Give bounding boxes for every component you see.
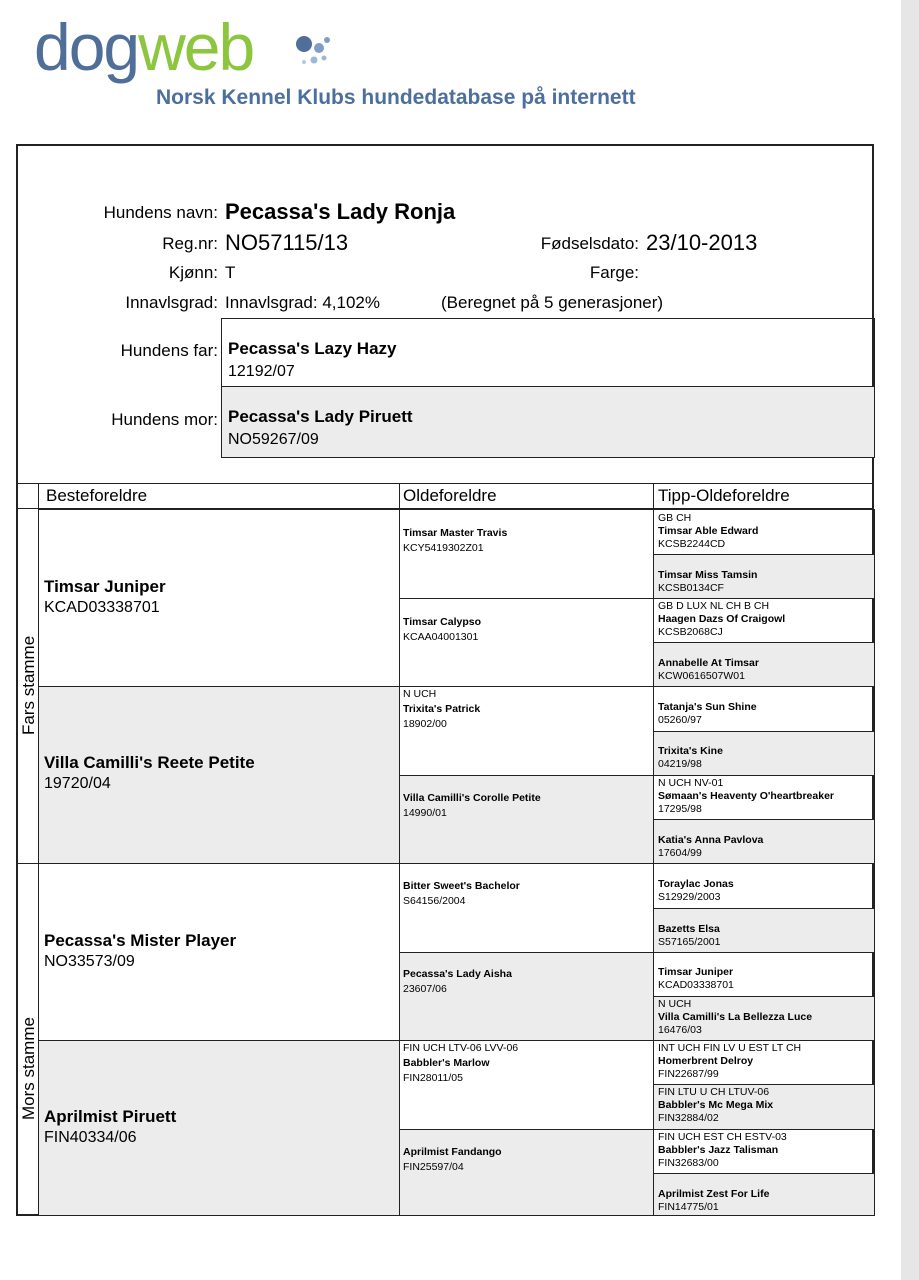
gg-grandparent-cell[interactable] xyxy=(653,1173,875,1216)
gg-grandparent-cell[interactable] xyxy=(653,908,875,953)
gg-grandparent-name[interactable]: Aprilmist Zest For Life xyxy=(658,1188,770,1200)
header-besteforeldre: Besteforeldre xyxy=(46,486,148,505)
great-grandparent-reg: FIN28011/05 xyxy=(403,1072,463,1084)
great-grandparent-cell[interactable] xyxy=(399,686,654,776)
great-grandparent-reg: 14990/01 xyxy=(403,807,447,819)
color-label: Farge: xyxy=(589,263,639,282)
great-grandparent-cell[interactable] xyxy=(399,863,654,953)
gg-grandparent-reg: 17295/98 xyxy=(658,803,702,815)
right-scroll-strip xyxy=(901,0,919,1280)
great-grandparent-cell[interactable] xyxy=(399,598,654,687)
birth-label: Fødselsdato: xyxy=(540,234,639,253)
gg-grandparent-name[interactable]: Katia's Anna Pavlova xyxy=(658,834,764,846)
gg-grandparent-name[interactable]: Toraylac Jonas xyxy=(658,878,734,890)
gg-grandparent-title: N UCH NV-01 xyxy=(658,777,724,789)
header-tipp-oldeforeldre: Tipp-Oldeforeldre xyxy=(658,486,790,505)
grandparent-reg: FIN40334/06 xyxy=(44,1129,137,1146)
gg-grandparent-cell[interactable] xyxy=(653,554,875,599)
name-label: Hundens navn: xyxy=(103,203,218,222)
great-grandparent-title: FIN UCH LTV-06 LVV-06 xyxy=(403,1042,519,1054)
great-grandparent-reg: KCY5419302Z01 xyxy=(403,542,484,554)
gg-grandparent-cell[interactable] xyxy=(653,775,875,820)
header-top-line xyxy=(16,483,874,484)
gg-grandparent-reg: S57165/2001 xyxy=(658,936,721,948)
gg-grandparent-name[interactable]: Timsar Juniper xyxy=(658,966,734,978)
grandparent-cell[interactable] xyxy=(38,509,400,687)
grandparent-cell[interactable] xyxy=(38,686,400,864)
header-oldeforeldre: Oldeforeldre xyxy=(403,486,497,505)
grandparent-name[interactable]: Aprilmist Piruett xyxy=(44,1107,177,1126)
gg-grandparent-title: GB D LUX NL CH B CH xyxy=(658,600,770,612)
gg-grandparent-cell[interactable] xyxy=(653,1129,875,1174)
gg-grandparent-cell[interactable] xyxy=(653,731,875,776)
logo-tagline: Norsk Kennel Klubs hundedatabase på internett xyxy=(156,86,636,109)
gg-grandparent-reg: FIN32683/00 xyxy=(658,1157,719,1169)
grandparent-cell[interactable] xyxy=(38,863,400,1041)
gg-grandparent-cell[interactable] xyxy=(653,1084,875,1130)
great-grandparent-reg: KCAA04001301 xyxy=(403,631,479,643)
great-grandparent-name[interactable]: Babbler's Marlow xyxy=(403,1057,490,1069)
gg-grandparent-reg: KCSB0134CF xyxy=(658,582,724,594)
logo-dog-text: dog xyxy=(34,10,139,84)
header-divider-2 xyxy=(653,483,654,509)
grandparent-reg: 19720/04 xyxy=(44,775,111,792)
great-grandparent-name[interactable]: Timsar Calypso xyxy=(403,616,482,628)
gg-grandparent-reg: 04219/98 xyxy=(658,758,702,770)
great-grandparent-reg: FIN25597/04 xyxy=(403,1161,464,1173)
great-grandparent-cell[interactable] xyxy=(399,1040,654,1130)
grandparent-name[interactable]: Pecassa's Mister Player xyxy=(44,931,237,950)
gg-grandparent-cell[interactable] xyxy=(653,996,875,1041)
great-grandparent-reg: 23607/06 xyxy=(403,983,447,995)
gg-grandparent-cell[interactable] xyxy=(653,1040,875,1085)
gg-grandparent-name[interactable]: Villa Camilli's La Bellezza Luce xyxy=(658,1011,813,1023)
gg-grandparent-reg: KCW0616507W01 xyxy=(658,670,745,682)
great-grandparent-title: N UCH xyxy=(403,688,437,700)
gg-grandparent-cell[interactable] xyxy=(653,819,875,864)
inbreeding-note: (Beregnet på 5 generasjoner) xyxy=(441,293,664,312)
gg-grandparent-reg: FIN14775/01 xyxy=(658,1201,719,1213)
bubble-dots-icon xyxy=(292,32,336,68)
great-grandparent-name[interactable]: Timsar Master Travis xyxy=(403,527,508,539)
dog-birth: 23/10-2013 xyxy=(646,230,758,255)
gg-grandparent-reg: 16476/03 xyxy=(658,1024,702,1036)
great-grandparent-cell[interactable] xyxy=(399,1129,654,1216)
grandparent-name[interactable]: Timsar Juniper xyxy=(44,577,166,596)
grandparent-cell[interactable] xyxy=(38,1040,400,1216)
gg-grandparent-cell[interactable] xyxy=(653,686,875,732)
gg-grandparent-cell[interactable] xyxy=(653,952,875,997)
mother-reg: NO59267/09 xyxy=(228,431,319,448)
gg-grandparent-title: N UCH xyxy=(658,998,692,1010)
father-name[interactable]: Pecassa's Lazy Hazy xyxy=(228,339,397,358)
regnr-label: Reg.nr: xyxy=(162,234,218,253)
great-grandparent-name[interactable]: Pecassa's Lady Aisha xyxy=(403,968,512,980)
great-grandparent-name[interactable]: Bitter Sweet's Bachelor xyxy=(403,880,520,892)
dog-inbreeding: Innavlsgrad: 4,102% xyxy=(225,293,380,312)
grandparent-name[interactable]: Villa Camilli's Reete Petite xyxy=(44,753,255,772)
gg-grandparent-name[interactable]: Haagen Dazs Of Craigowl xyxy=(658,613,786,625)
gg-grandparent-reg: 17604/99 xyxy=(658,847,702,859)
mother-name[interactable]: Pecassa's Lady Piruett xyxy=(228,407,413,426)
gg-grandparent-name[interactable]: Tatanja's Sun Shine xyxy=(658,701,757,713)
dog-regnr: NO57115/13 xyxy=(225,230,349,255)
mother-box[interactable] xyxy=(221,386,875,458)
gg-grandparent-name[interactable]: Bazetts Elsa xyxy=(658,923,720,935)
gg-grandparent-cell[interactable] xyxy=(653,863,875,909)
gg-grandparent-reg: KCAD03338701 xyxy=(658,979,734,991)
dogweb-logo[interactable] xyxy=(34,10,254,84)
father-box[interactable] xyxy=(221,318,875,387)
great-grandparent-name[interactable]: Trixita's Patrick xyxy=(403,703,481,715)
side-divider xyxy=(16,863,38,864)
sex-label: Kjønn: xyxy=(168,263,218,282)
dog-sex: T xyxy=(225,263,236,282)
gg-grandparent-name[interactable]: Trixita's Kine xyxy=(658,745,723,757)
gg-grandparent-reg: 05260/97 xyxy=(658,714,702,726)
gg-grandparent-name[interactable]: Sømaan's Heaventy O'heartbreaker xyxy=(658,790,834,802)
great-grandparent-name[interactable]: Villa Camilli's Corolle Petite xyxy=(403,792,541,804)
mors-stamme-label: Mors stamme xyxy=(19,1017,38,1120)
great-grandparent-cell[interactable] xyxy=(399,509,654,599)
gg-grandparent-name[interactable]: Annabelle At Timsar xyxy=(658,657,759,669)
gg-grandparent-cell[interactable] xyxy=(653,642,875,687)
grandparent-reg: NO33573/09 xyxy=(44,953,135,970)
gg-grandparent-reg: S12929/2003 xyxy=(658,891,721,903)
gg-grandparent-reg: KCSB2068CJ xyxy=(658,626,723,638)
great-grandparent-reg: 18902/00 xyxy=(403,718,447,730)
great-grandparent-reg: S64156/2004 xyxy=(403,895,466,907)
fars-stamme-label: Fars stamme xyxy=(19,635,38,735)
gg-grandparent-reg: FIN32884/02 xyxy=(658,1112,719,1124)
gg-grandparent-name[interactable]: Babbler's Mc Mega Mix xyxy=(658,1099,774,1111)
gg-grandparent-title: INT UCH FIN LV U EST LT CH xyxy=(658,1042,802,1054)
great-grandparent-cell[interactable] xyxy=(399,952,654,1041)
gg-grandparent-title: FIN UCH EST CH ESTV-03 xyxy=(658,1131,787,1143)
gg-grandparent-reg: FIN22687/99 xyxy=(658,1068,719,1080)
logo-web-text: web xyxy=(138,10,254,84)
grandparent-reg: KCAD03338701 xyxy=(44,599,160,616)
father-reg: 12192/07 xyxy=(228,363,295,380)
gg-grandparent-cell[interactable] xyxy=(653,509,875,555)
gg-grandparent-name[interactable]: Homerbrent Delroy xyxy=(658,1055,754,1067)
gg-grandparent-reg: KCSB2244CD xyxy=(658,538,726,550)
dog-name: Pecassa's Lady Ronja xyxy=(225,199,456,224)
gg-grandparent-name[interactable]: Babbler's Jazz Talisman xyxy=(658,1144,779,1156)
header-divider-1 xyxy=(399,483,400,509)
father-label: Hundens far: xyxy=(120,341,218,360)
inbreeding-label: Innavlsgrad: xyxy=(125,293,218,312)
gg-grandparent-name[interactable]: Timsar Able Edward xyxy=(658,525,759,537)
great-grandparent-cell[interactable] xyxy=(399,775,654,864)
gg-grandparent-title: GB CH xyxy=(658,512,692,524)
gg-grandparent-cell[interactable] xyxy=(653,598,875,643)
gg-grandparent-title: FIN LTU U CH LTUV-06 xyxy=(658,1086,770,1098)
great-grandparent-name[interactable]: Aprilmist Fandango xyxy=(403,1146,502,1158)
gg-grandparent-name[interactable]: Timsar Miss Tamsin xyxy=(658,569,758,581)
mother-label: Hundens mor: xyxy=(111,410,218,429)
